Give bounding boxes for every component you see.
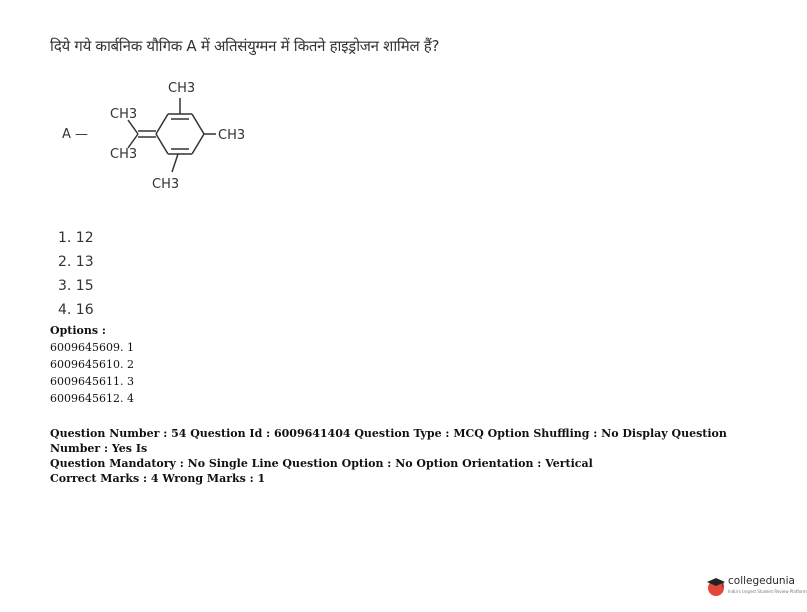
choice-item: 1. 12 [58,230,94,246]
collegedunia-logo [706,573,807,601]
option-item: 6009645610. 2 [50,358,134,371]
logo-name: collegedunia [728,575,795,587]
question-metadata [50,426,740,486]
choice-item: 3. 15 [58,278,94,294]
options-block [50,322,134,407]
label-ch3-left-upper: CH3 [110,107,138,122]
label-ch3-right: CH3 [218,128,246,143]
question-text: दिये गये कार्बनिक यौगिक A में अतिसंयुग्मन में कितने हाइड्रोजन शामिल हैं? [50,37,440,55]
choice-item: 4. 16 [58,302,94,318]
compound-label: A — [62,127,89,142]
label-ch3-left-lower: CH3 [110,147,138,162]
meta-line: Question Number : 54 Question Id : 6009641404 Question Type : MCQ Option Shuffling : No Display Question Number : Yes Is [50,427,727,455]
meta-line: Question Mandatory : No Single Line Question Option : No Option Orientation : Vertical [50,457,593,470]
choice-item: 2. 13 [58,254,94,270]
option-item: 6009645612. 4 [50,392,134,405]
option-item: 6009645611. 3 [50,375,134,388]
meta-line: Correct Marks : 4 Wrong Marks : 1 [50,472,266,485]
graduation-cap-icon [706,575,726,597]
option-item: 6009645609. 1 [50,341,134,354]
answer-choices [58,228,94,324]
label-ch3-bottom: CH3 [152,177,180,192]
chemical-structure [60,76,280,196]
logo-tagline: India's largest Student Review Platform [728,589,807,594]
label-ch3-top: CH3 [168,81,196,96]
options-title: Options : [50,324,106,337]
